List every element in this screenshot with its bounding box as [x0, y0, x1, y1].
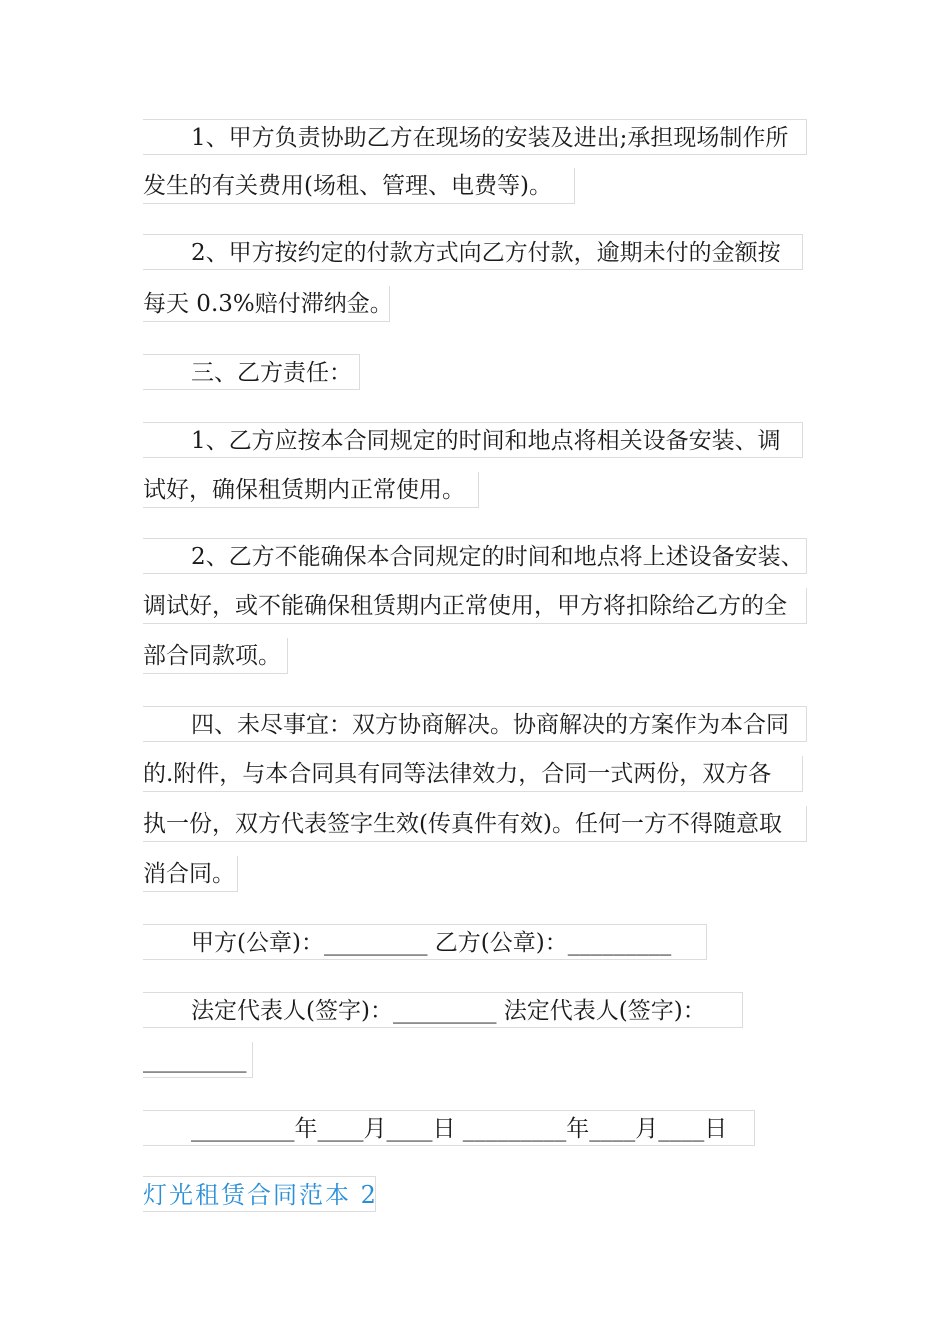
paragraph-line: 1、乙方应按本合同规定的时间和地点将相关设备安装、调	[143, 422, 803, 458]
paragraph-line: 调试好，或不能确保租赁期内正常使用，甲方将扣除给乙方的全	[143, 588, 807, 624]
date-line: _________年____月____日 _________年____月____日	[143, 1110, 755, 1146]
paragraph-line: 发生的有关费用(场租、管理、电费等)。	[143, 168, 575, 204]
signature-representative-line: 法定代表人(签字)：_________ 法定代表人(签字)：	[143, 992, 743, 1028]
paragraph-line: 的.附件，与本合同具有同等法律效力，合同一式两份，双方各	[143, 756, 803, 792]
section-title: 灯光租赁合同范本 2	[143, 1176, 376, 1212]
paragraph-line: 1、甲方负责协助乙方在现场的安装及进出;承担现场制作所	[143, 119, 807, 155]
signature-blank-line: _________	[143, 1042, 253, 1078]
paragraph-line: 执一份，双方代表签字生效(传真件有效)。任何一方不得随意取	[143, 806, 807, 842]
section-heading: 三、乙方责任：	[143, 354, 360, 390]
paragraph-line: 部合同款项。	[143, 638, 288, 674]
paragraph-line: 试好，确保租赁期内正常使用。	[143, 472, 479, 508]
paragraph-line: 消合同。	[143, 856, 238, 892]
paragraph-line: 2、甲方按约定的付款方式向乙方付款，逾期未付的金额按	[143, 234, 803, 270]
paragraph-line: 四、未尽事宜：双方协商解决。协商解决的方案作为本合同	[143, 706, 807, 742]
paragraph-line: 每天 0.3%赔付滞纳金。	[143, 286, 390, 322]
signature-party-line: 甲方(公章)：_________ 乙方(公章)：_________	[143, 924, 707, 960]
paragraph-line: 2、乙方不能确保本合同规定的时间和地点将上述设备安装、	[143, 538, 807, 574]
